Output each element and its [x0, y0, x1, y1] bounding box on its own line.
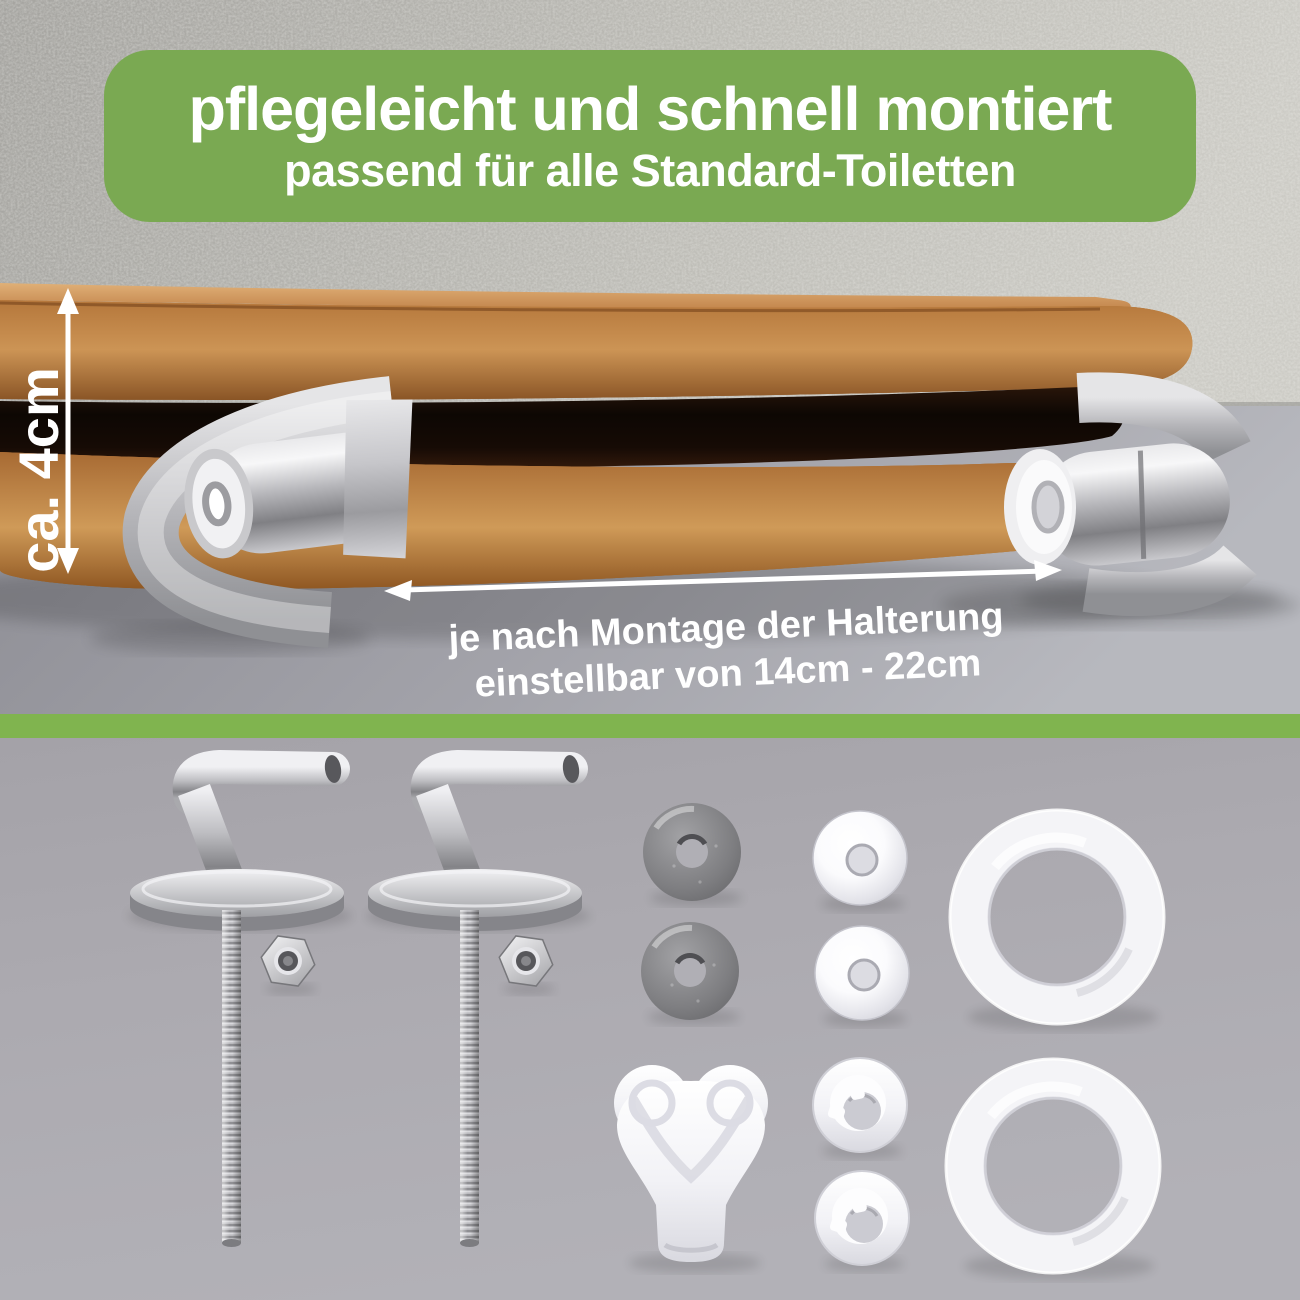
mounting-kit-photo: [0, 738, 1300, 1300]
banner: [104, 50, 1196, 222]
adjust-label-line2: einstellbar von 14cm - 22cm: [473, 642, 983, 706]
toilet-lid: [0, 283, 1192, 400]
green-divider: [0, 714, 1300, 738]
adjust-label-line1: je nach Montage der Halterung: [447, 595, 1005, 661]
height-label: ca. 4cm: [7, 367, 70, 573]
banner-title: pflegeleicht und schnell montiert: [188, 75, 1112, 143]
banner-subtitle: passend für alle Standard-Toiletten: [284, 145, 1016, 196]
